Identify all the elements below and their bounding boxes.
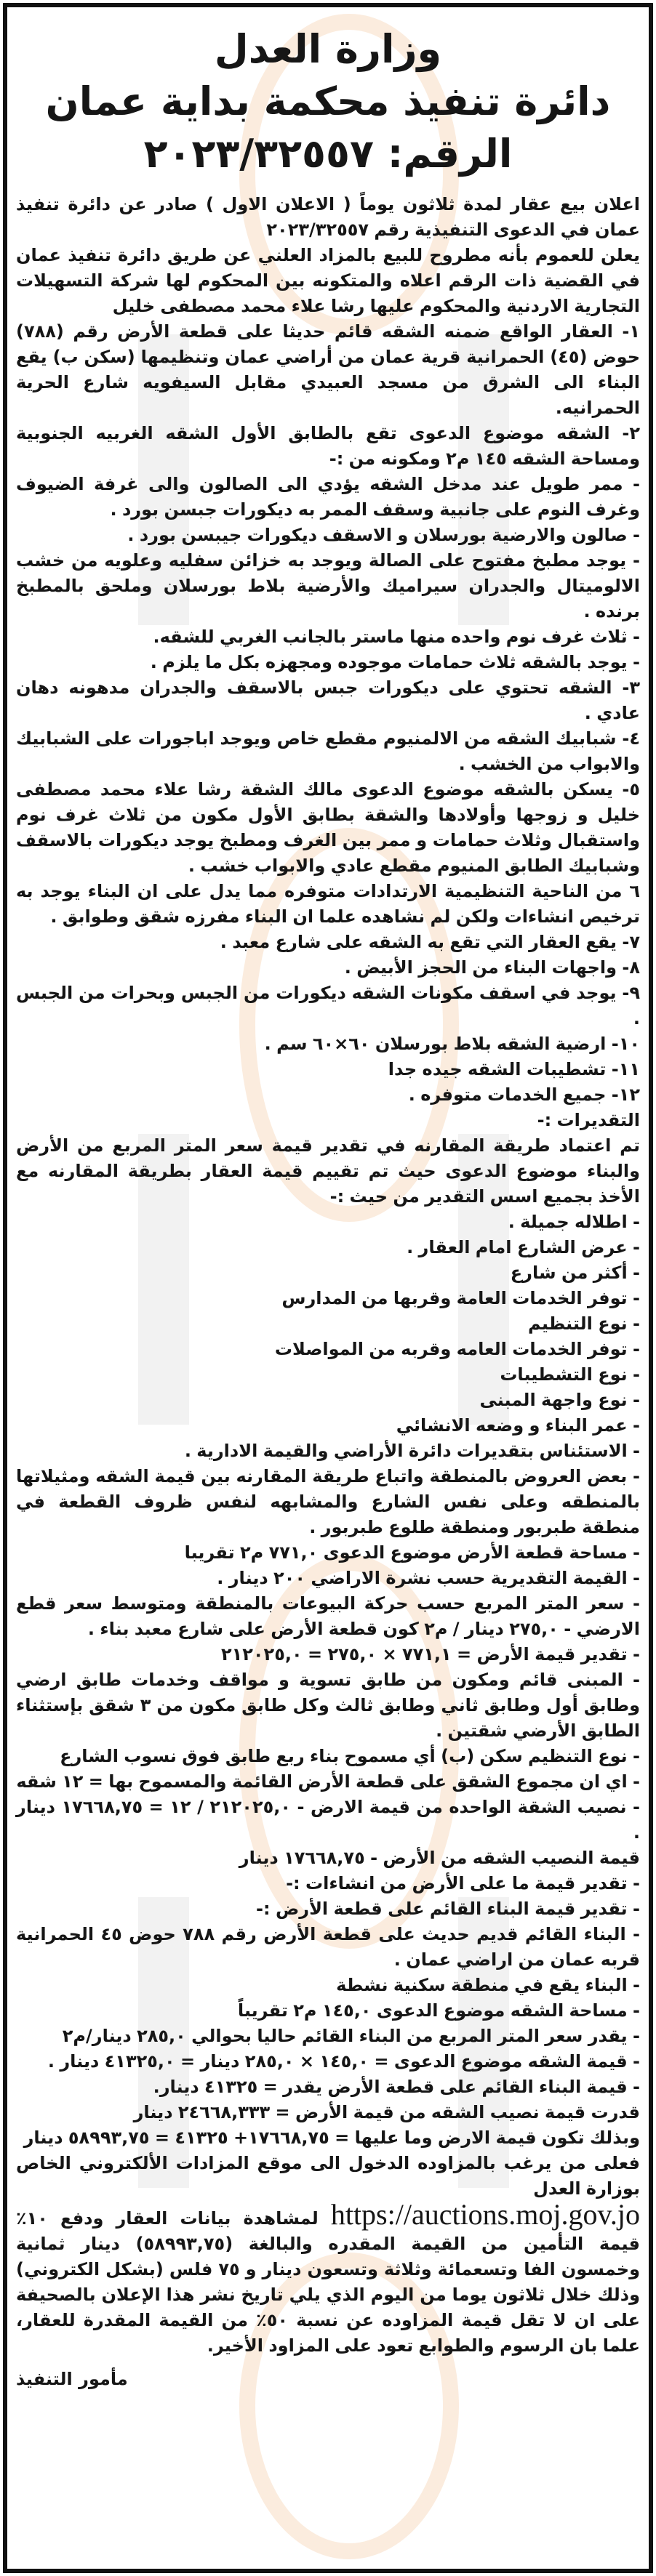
paragraph: تم اعتماد طريقة المقارنه في تقدير قيمة سعر المتر المربع من الأرض والبناء موضوع الدعوى حيث تم تقييم قيمة العقار بطريقة المقارنه مع الأخذ بجميع اسس التقدير من حيث :- [16, 1135, 640, 1207]
department-title: دائرة تنفيذ محكمة بداية عمان [45, 79, 611, 124]
paragraph: - يوجد بالشقه ثلاث حمامات موجوده ومجهزه بكل ما يلزم . [150, 652, 640, 672]
paragraph: ١٢- جميع الخدمات متوفره . [408, 1084, 640, 1105]
paragraph: وبذلك تكون قيمة الارض وما عليها = ١٧٦٦٨,٧٥+ ٤١٣٢٥ = ٥٨٩٩٣,٧٥ دينار [23, 2128, 640, 2148]
auctions-link[interactable]: https://auctions.moj.gov.jo [330, 2198, 640, 2231]
ministry-title: وزارة العدل [214, 26, 442, 72]
paragraph: - ثلاث غرف نوم واحده منها ماستر بالجانب الغربي للشقه. [153, 627, 640, 647]
paragraph: - مساحة قطعة الأرض موضوع الدعوى ٧٧١,٠ م٢ تقريبا [184, 1542, 640, 1563]
paragraph: قدرت قيمة نصيب الشقه من قيمة الأرض = ٢٤٦٦٨,٣٣٣ دينار [133, 2102, 640, 2122]
closing-text: لمشاهدة بيانات العقار ودفع ١٠٪ قيمة التأمين من القيمة المقدره والبالغة (٥٨٩٩٣,٧٥) دينار ثمانية وخمسون الفا وتسعمائة وثلاثة وتسعون دينار و ٧٥ فلس (بشكل الكتروني) وذلك خلال ثلاثون يوما من اليوم الذي يلي تاريخ نشر هذا الإعلان بالصحيفة على ان لا تقل قيمة المزاوده عن نسبة ٥٠٪ من القيمة المقدرة للعقار، علما بان الرسوم والطوابع تعود على المزاود الأخير. [16, 2208, 640, 2356]
paragraph: التقديرات :- [537, 1110, 640, 1130]
paragraph: - تقدير قيمة البناء القائم على قطعة الأرض :- [256, 1899, 640, 1919]
paragraph: - توفر الخدمات العامه وقربه من المواصلات [274, 1339, 640, 1359]
paragraph: - البناء القائم قديم حديث على قطعة الأرض رقم ٧٨٨ حوض ٤٥ الحمرانية قربه عمان من اراضي عمان . [16, 1924, 641, 1970]
paragraph: - تقدير قيمة ما على الأرض من انشاءات :- [286, 1873, 640, 1893]
paragraph: - القيمة التقديرية حسب نشرة الاراضي ٢٠٠ دينار . [217, 1568, 640, 1588]
announcement-body [16, 192, 640, 2202]
paragraph: ٢- الشقه موضوع الدعوى تقع بالطابق الأول الشقه الغربيه الجنوبية ومساحة الشقه ١٤٥ م٢ ومكونه من :- [16, 423, 640, 469]
paragraph: ٧- يقع العقار التي تقع به الشقه على شارع معبد . [220, 932, 640, 952]
paragraph: - قيمة الشقه موضوع الدعوى = ١٤٥,٠ × ٢٨٥,٠ دينار = ٤١٣٢٥,٠ دينار . [47, 2051, 640, 2072]
paragraph: - صالون والارضية بورسلان و الاسقف ديكورات جيبسن بورد . [127, 525, 640, 545]
paragraph: - نوع التشطيبات [500, 1364, 640, 1385]
paragraph: - البناء يقع في منطقة سكنية نشطة [336, 1975, 640, 1995]
paragraph: ٩- يوجد في اسقف مكونات الشقه ديكورات من الجبس وبحرات من الجبس . [16, 983, 640, 1029]
paragraph: - نوع التنظيم [528, 1313, 640, 1334]
paragraph: ١١- تشطيبات الشقه جيده جدا [388, 1059, 640, 1079]
paragraph: - الاستئناس بتقديرات دائرة الأراضي والقيمة الادارية . [184, 1441, 640, 1461]
paragraph: - توفر الخدمات العامة وقربها من المدارس [281, 1288, 640, 1308]
paragraph: - يوجد مطبخ مفتوح على الصالة ويوجد به خزائن سفليه وعلويه من خشب الالوميتال والجدران سيراميك والأرضية بلاط بورسلان وملحق بالمطبخ برنده . [16, 550, 640, 621]
paragraph: ١٠- ارضية الشقه بلاط بورسلان ٦٠×٦٠ سم . [264, 1034, 640, 1054]
paragraph: - سعر المتر المربع حسب حركة البيوعات بالمنطقة ومتوسط سعر قطع الارضي - ٢٧٥,٠ دينار / م٢ كون قطعة الأرض على شارع معبد بناء . [16, 1593, 640, 1639]
paragraph: فعلى من يرغب بالمزاوده الدخول الى موقع المزادات الألكتروني الخاص بوزارة العدل [16, 2153, 640, 2199]
paragraph: - اي ان مجموع الشقق على قطعة الأرض القائمة والمسموح بها = ١٢ شقه [16, 1771, 640, 1792]
paragraph: ٣- الشقه تحتوي على ديكورات جبس بالاسقف والجدران مدهونه دهان عادي . [16, 677, 640, 723]
paragraph: - نوع التنظيم سكن (ب) أي مسموح بناء ربع طابق فوق نسوب الشارع [60, 1746, 640, 1766]
case-number: الرقم: ٢٠٢٣/٣٢٥٥٧ [143, 131, 513, 177]
signature: مأمور التنفيذ [16, 2369, 128, 2389]
paragraph: - أكثر من شارع [510, 1263, 640, 1283]
paragraph: - تقدير قيمة الأرض = ٧٧١,١ × ٢٧٥,٠ = ٢١٢٠٢٥,٠ [220, 1644, 640, 1665]
paragraph: ١- العقار الواقع ضمنه الشقه قائم حديثا على قطعة الأرض رقم (٧٨٨) حوض (٤٥) الحمرانية قرية عمان من أراضي عمان وتنظيمها (سكن ب) يقع البناء الى الشرق من مسجد العبيدي مقابل السيفويه شارع الحرية الحمرانيه. [16, 321, 641, 418]
paragraph: ٦ من الناحية التنظيمية الارتدادات متوفره مما يدل على ان البناء يوجد به ترخيص انشاءات ولكن لم نشاهده علما ان البناء مفرزه شقق وطوابق . [16, 881, 640, 927]
paragraph: ٨- واجهات البناء من الحجز الأبيض . [344, 957, 640, 978]
paragraph: اعلان بيع عقار لمدة ثلاثون يوماً ( الاعلان الاول ) صادر عن دائرة تنفيذ عمان في الدعوى التنفيذية رقم ٢٠٢٣/٣٢٥٥٧ [16, 194, 640, 240]
paragraph: - المبنى قائم ومكون من طابق تسوية و مواقف وخدمات طابق ارضي وطابق أول وطابق ثاني وطابق ثالث وكل طابق مكون من ٣ شقق بإستثناء الطابق الأرضي شقتين . [16, 1670, 641, 1741]
paragraph: يعلن للعموم بأنه مطروح للبيع بالمزاد العلني عن طريق دائرة تنفيذ عمان في القضية ذات الرقم اعلاه والمتكونه بين المحكوم لها شركة التسهيلات التجارية الاردنية والمحكوم عليها رشا علاء محمد مصطفى خليل [16, 245, 640, 316]
paragraph: - نوع واجهة المبنى [479, 1390, 640, 1410]
announcement-frame [3, 3, 653, 2573]
paragraph: - بعض العروض بالمنطقة واتباع طريقة المقارنه بين قيمة الشقه ومثيلاتها بالمنطقه وعلى نفس الشارع والمشابهه لنفس ظروف القطعة في منطقة طبربور ومنطقة طلوع طبربور . [16, 1466, 640, 1537]
paragraph: - يقدر سعر المتر المربع من البناء القائم حاليا بحوالي ٢٨٥,٠ دينار/م٢ [62, 2026, 640, 2046]
paragraph: - مساحة الشقه موضوع الدعوى ١٤٥,٠ م٢ تقريباً [237, 2000, 640, 2021]
closing-paragraph [16, 2198, 640, 2359]
paragraph: - ممر طويل عند مدخل الشقه يؤدي الى الصالون والى غرفة الضيوف وغرف النوم على جانبية وسقف الممر به ديكورات جبسن بورد . [16, 474, 640, 520]
paragraph: ٤- شبابيك الشقه من الالمنيوم مقطع خاص ويوجد اباجورات على الشبابيك والابواب من الخشب . [16, 728, 640, 774]
paragraph: - اطلاله جميلة . [508, 1212, 640, 1232]
paragraph: قيمة النصيب الشقه من الأرض - ١٧٦٦٨,٧٥ دينار [239, 1848, 640, 1868]
paragraph: ٥- يسكن بالشقه موضوع الدعوى مالك الشقة رشا علاء محمد مصطفى خليل و زوجها وأولادها والشقة بطابق الأول مكون من ثلاث غرف نوم واستقبال وثلاث حمامات و ممر بين الغرف ومطبخ يوجد ديكورات بالاسقف وشبابيك الطابق المنيوم مقطع عادي والابواب خشب . [16, 779, 640, 876]
paragraph: - عرض الشارع امام العقار . [407, 1237, 640, 1257]
paragraph: - عمر البناء و وضعه الانشائي [396, 1415, 640, 1436]
paragraph: - قيمة البناء القائم على قطعة الأرض يقدر = ٤١٣٢٥ دينار. [153, 2077, 640, 2097]
paragraph: - نصيب الشقة الواحده من قيمة الارض - ٢١٢٠٢٥,٠ / ١٢ = ١٧٦٦٨,٧٥ دينار . [16, 1797, 641, 1843]
